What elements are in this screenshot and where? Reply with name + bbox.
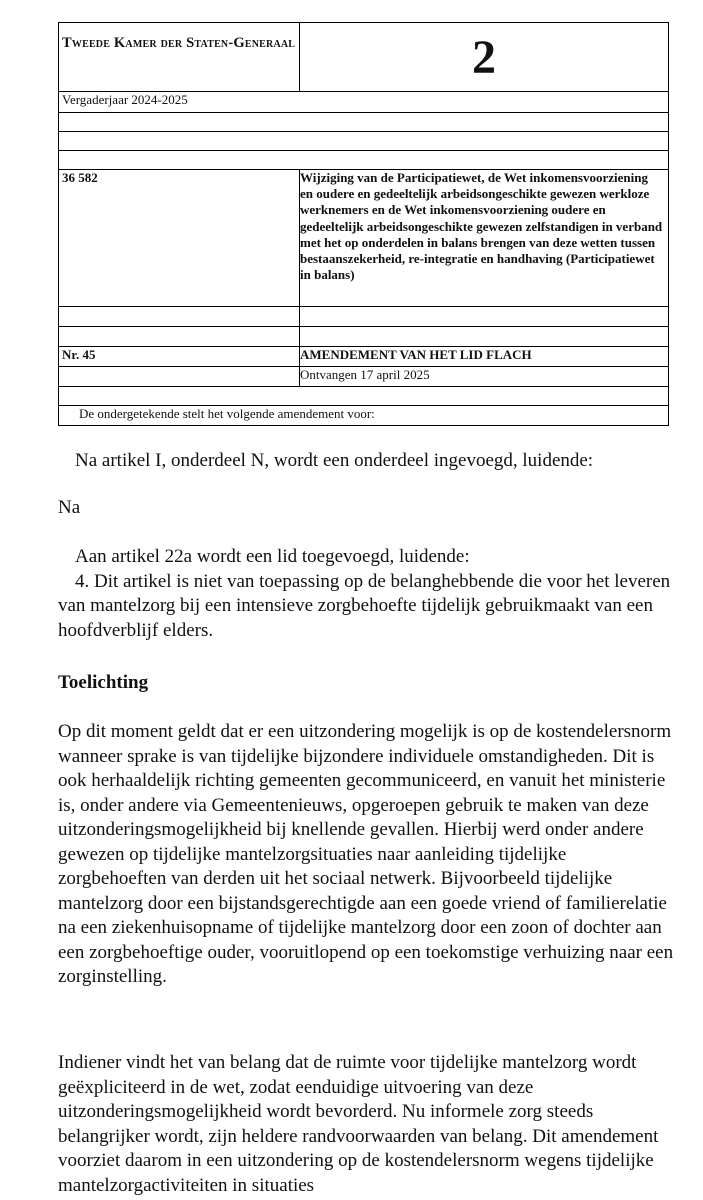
header-row-empty [59, 327, 668, 347]
dossier-number: 36 582 [59, 170, 300, 306]
header-row-empty [59, 151, 668, 170]
document-header-table [58, 22, 669, 426]
header-row-dossier [59, 170, 668, 307]
paragraph-1: Op dit moment geldt dat er een uitzondering mogelijk is op de kostendelersnorm wanneer sprake is van tijdelijke bijzondere individuele omstandigheden. Dit is ook herhaaldelijk richting gemeenten gecommuniceerd, en vanuit het ministerie is, onder andere via Gemeentenieuws, opgeroepen gebruik te maken van deze uitzonderingsmogelijkheid bij knellende gevallen. Hierbij werd onder andere gewezen op tijdelijke mantelzorgsituaties naar aanleiding tijdelijke zorgbehoeften van derden uit het sociaal netwerk. Bijvoorbeeld tijdelijke mantelzorg door een bijstandsgerechtigde aan een goede vriend of familierelatie na een ziekenhuisopname of tijdelijke mantelzorg door een zoon of dochter aan een zorgbehoeftige ouder, vooruitlopend op een toekomstige verhuizing naar een zorginstelling. [58, 721, 674, 987]
header-row-item [59, 347, 668, 367]
header-row-proposal [59, 406, 668, 425]
header-row-empty [59, 113, 668, 132]
header-row-session [59, 92, 668, 113]
received-date: Ontvangen 17 april 2025 [300, 367, 430, 382]
header-row-title [59, 23, 668, 92]
toelichting-heading-block [58, 671, 676, 696]
header-row-empty [59, 132, 668, 151]
na-block [58, 496, 676, 521]
article-text: 4. Dit artikel is niet van toepassing op de belanghebbende die voor het leveren van mantelzorg bij een intensieve zorgbehoefte tijdelijk gebruikmaakt van een hoofdverblijf elders. [58, 570, 671, 641]
toelichting-paragraph-2 [58, 1051, 676, 1198]
intro-line: Na artikel I, onderdeel N, wordt een onderdeel ingevoegd, luidende: [75, 450, 594, 471]
article-intro: Aan artikel 22a wordt een lid toegevoegd, luidende: [75, 546, 470, 567]
amendment-intro [58, 449, 676, 474]
paragraph-2: Indiener vindt het van belang dat de ruimte voor tijdelijke mantelzorg wordt geëxpliciteerd in de wet, zodat eenduidige uitvoering van deze uitzonderingsmogelijkheid wordt bevorderd. Nu informele zorg steeds belangrijker wordt, zijn heldere randvoorwaarden van belang. Dit amendement voorziet daarom in een uitzondering op de kostendelersnorm wegens tijdelijke mantelzorgactiviteiten in situaties [58, 1052, 659, 1196]
document-number: 2 [472, 31, 496, 84]
dossier-title: Wijziging van de Participatiewet, de Wet inkomensvoorziening en oudere en gedeeltelijk arbeidsongeschikte gewezen werkloze werknemers en de Wet inkomensvoorziening oudere en gedeeltelijk arbeidsongeschikte gewezen zelfstandigen in verband met het op onderdelen in balans brengen van deze wetten tussen bestaanszekerheid, re-integratie en handhaving (Participatiewet in balans) [300, 170, 663, 283]
item-title: AMENDEMENT VAN HET LID FLACH [300, 347, 532, 362]
header-row-empty [59, 387, 668, 406]
article-block [58, 545, 676, 643]
header-row-received [59, 367, 668, 387]
toelichting-heading: Toelichting [58, 672, 149, 693]
item-number: Nr. 45 [59, 347, 300, 366]
na-line: Na [58, 497, 81, 518]
header-row-empty [59, 307, 668, 327]
toelichting-paragraph-1 [58, 720, 676, 990]
institution-name: Tweede Kamer der Staten-Generaal [59, 23, 300, 91]
session-year: Vergaderjaar 2024-2025 [62, 92, 188, 107]
proposal-line: De ondergetekende stelt het volgende amendement voor: [79, 406, 375, 421]
